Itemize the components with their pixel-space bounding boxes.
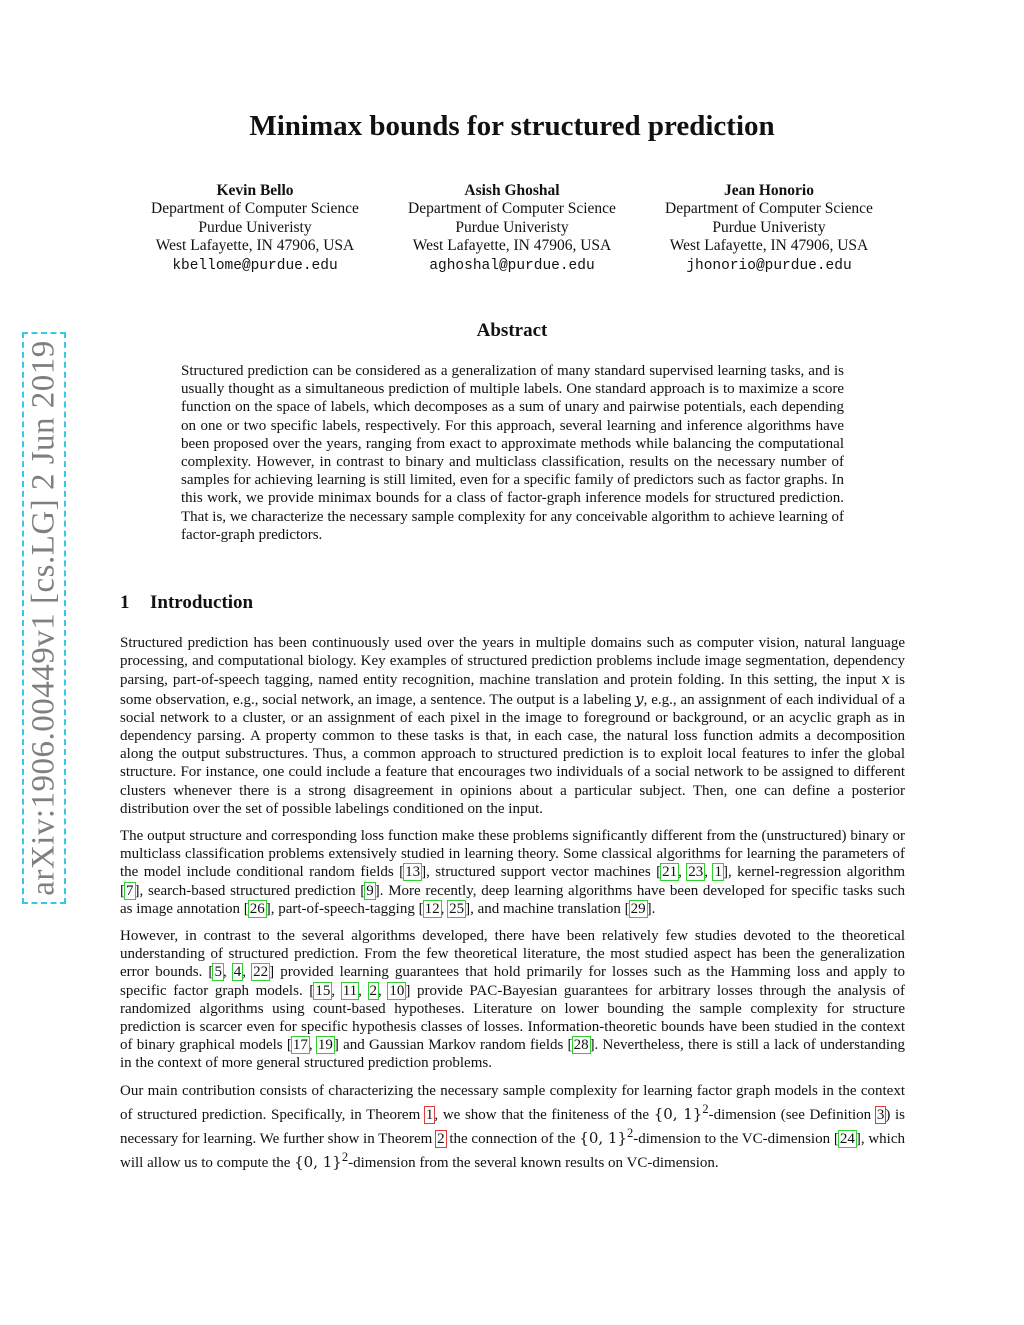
theorem-link[interactable]: 2: [437, 1131, 445, 1148]
citation-link[interactable]: 29: [630, 900, 646, 917]
text: is some observation, e.g., social network, an image, a sentence. The output is a labeling: [120, 672, 905, 708]
author-1: [130, 182, 380, 275]
arxiv-stamp[interactable]: [22, 332, 66, 904]
paragraph-2: The output structure and corresponding loss function make these problems significantly different from the (unstructured) binary or multiclass classification problems extensively studied in learning theory. Some classical algorithms for learning the parameters of the model include conditional random fields [13], structured support vector machines [21, 23, 1], kernel-regression algorithm [7], search-based structured prediction [9]. More recently, deep learning algorithms have been developed for specific tasks such as image annotation [26], part-of-speech-tagging [12, 25], and machine translation [29].: [120, 828, 906, 917]
citation-link[interactable]: 11: [342, 982, 358, 999]
abstract-text: Structured prediction can be considered as a generalization of many standard supervised learning tasks, and is usually thought as a simultaneous prediction of multiple labels. One standard approach is to maximize a score function on the space of labels, which decomposes as a sum of unary and pairwise potentials, each depending on one or two specific labels, respectively. For this approach, several learning and inference algorithms have been proposed over the years, ranging from exact to approximate methods while balancing the computational complexity. However, in contrast to binary and multiclass classification, results on the necessary number of samples for achieving learning is still limited, even for a specific family of predictors such as factor graphs. In this work, we provide minimax bounds for a class of factor-graph inference models for structured prediction. That is, we characterize the necessary sample complexity for any conceivable algorithm to achieve learning of factor-graph predictors.: [181, 363, 844, 543]
text: ] and Gaussian Markov random fields [: [333, 1037, 573, 1054]
citation-link[interactable]: 25: [449, 900, 465, 917]
author-dept: Department of Computer Science: [665, 200, 873, 218]
definition-link[interactable]: 3: [876, 1106, 885, 1123]
section-title: Introduction: [150, 592, 254, 613]
abstract-heading: Abstract: [476, 320, 548, 341]
citation-link[interactable]: 21: [662, 864, 678, 881]
text: ], and machine translation [: [465, 900, 630, 917]
text: -dimension from the several known results on VC-dimension.: [348, 1155, 719, 1172]
math-sup: 2: [702, 1101, 709, 1116]
text: -dimension to the VC-dimension [: [633, 1131, 839, 1148]
text: the connection of the: [445, 1131, 580, 1148]
citation-link[interactable]: 2: [369, 982, 378, 999]
author-name: Kevin Bello: [216, 182, 294, 199]
author-address: West Lafayette, IN 47906, USA: [669, 237, 869, 255]
arxiv-id: arXiv:1906.00449v1 [cs.LG] 2 Jun 2019: [25, 340, 62, 896]
section-number: 1: [120, 592, 130, 613]
math-set: {0, 1}: [579, 1129, 628, 1148]
author-name: Jean Honorio: [724, 182, 814, 199]
author-address: West Lafayette, IN 47906, USA: [412, 237, 612, 255]
author-email[interactable]: aghoshal@purdue.edu: [429, 257, 595, 274]
text: ) is necessary for learning. We further show in Theorem: [120, 1106, 905, 1148]
math-sup: 2: [341, 1150, 349, 1165]
paragraph-3: However, in contrast to the several algorithms developed, there have been relatively few studies devoted to the theoretical understanding of structured prediction. From the few theoretical literature, the most studied aspect has been the generalization error bounds. [5, 4, 22] provided learning guarantees that hold primarily for losses such as the Hamming loss and apply to specific factor graph models. [15, 11, 2, 10] provide PAC-Bayesian guarantees for arbitrary losses through the analysis of randomized algorithms using count-based hypotheses. Literature on lower bounding the sample complexity for structure prediction is scarcer even for specific hypothesis classes of losses. Information-theoretic bounds have been studied in the context of binary graphical models [17, 19] and Gaussian Markov random fields [28]. Nevertheless, there is still a lack of understanding in the context of more general structured prediction problems.: [120, 928, 906, 1072]
author-univ: Purdue Univeristy: [198, 218, 312, 236]
text: ] provided learning guarantees that hold primarily for losses such as the Hamming loss and apply to specific factor graph models. [: [120, 964, 906, 999]
citation-link[interactable]: 1: [714, 864, 722, 881]
citation-link[interactable]: 10: [389, 982, 405, 999]
math-set: {0, 1}: [653, 1104, 703, 1123]
text: Structured prediction has been continuously used over the years in multiple domains such as computer vision, natural language processing, and computational biology. Key examples of structured prediction problems include image segmentation, dependency parsing, part-of-speech tagging, named entity recognition, machine translation and protein folding. In this setting, the input: [120, 635, 905, 689]
citation-link[interactable]: 12: [424, 900, 440, 917]
author-univ: Purdue Univeristy: [455, 218, 569, 236]
author-univ: Purdue Univeristy: [712, 218, 826, 236]
author-address: West Lafayette, IN 47906, USA: [155, 237, 355, 255]
author-2: [387, 182, 637, 275]
citation-link[interactable]: 24: [839, 1131, 855, 1148]
citation-link[interactable]: 23: [688, 864, 704, 881]
text: ], which will allow us to compute the: [120, 1131, 905, 1172]
section-body: [120, 634, 905, 1181]
citation-link[interactable]: 13: [405, 864, 421, 881]
author-name: Asish Ghoshal: [464, 182, 560, 199]
paper-title: Minimax bounds for structured prediction: [249, 110, 775, 142]
text: ] provide PAC-Bayesian guarantees for arbitrary losses through the analysis of randomized algorithms using count-based hypotheses. Literature on lower bounding the sample complexity for structure prediction is scarcer even for specific hypothesis classes of losses. Information-theoretic bounds have been studied in the context of binary graphical models [: [120, 982, 906, 1054]
math-x: x: [881, 670, 891, 689]
author-dept: Department of Computer Science: [408, 200, 616, 218]
text: ]. Nevertheless, there is still a lack of understanding in the context of more general structured prediction problems.: [120, 1037, 906, 1072]
author-3: [644, 182, 894, 275]
citation-link[interactable]: 15: [315, 982, 331, 999]
math-set: {0, 1}: [294, 1153, 342, 1172]
math-y: y: [635, 689, 644, 708]
citation-link[interactable]: 5: [214, 964, 222, 981]
citation-link[interactable]: 17: [292, 1037, 308, 1054]
citation-link[interactable]: 4: [233, 964, 242, 981]
theorem-link[interactable]: 1: [425, 1106, 434, 1123]
citation-link[interactable]: 9: [366, 882, 374, 899]
author-dept: Department of Computer Science: [151, 200, 359, 218]
text: ], structured support vector machines [: [421, 864, 662, 881]
citation-link[interactable]: 19: [317, 1037, 333, 1054]
citation-link[interactable]: 26: [249, 900, 265, 917]
citation-link[interactable]: 22: [253, 964, 269, 981]
paragraph-1: [120, 634, 905, 818]
citation-link[interactable]: 28: [573, 1037, 589, 1054]
text: ], kernel-regression algorithm [: [120, 864, 906, 899]
paragraph-4: [120, 1082, 905, 1173]
author-email[interactable]: kbellome@purdue.edu: [172, 257, 338, 274]
text: However, in contrast to the several algorithms developed, there have been relatively few studies devoted to the theoretical understanding of structured prediction. From the few theoretical literature, the most studied aspect has been the generalization error bounds. [: [120, 928, 905, 981]
citation-link[interactable]: 7: [126, 882, 134, 899]
text: ], search-based structured prediction [: [134, 882, 366, 899]
text: The output structure and corresponding loss function make these problems significantly different from the (unstructured) binary or multiclass classification problems extensively studied in learning theory. Some classical algorithms for learning the parameters of the model include conditional random fields [: [120, 828, 905, 881]
text: ], part-of-speech-tagging [: [265, 900, 424, 917]
text: ]. More recently, deep learning algorithms have been developed for specific tasks such as image annotation [: [120, 882, 905, 917]
author-block: [130, 182, 894, 275]
text: -dimension (see Definition: [708, 1106, 876, 1123]
text: , e.g., an assignment of each individual of a social network to a cluster, or an assignment of each pixel in the image to foreground or background, or an acyclic graph as in dependency parsing. A property common to these tasks is that, in each case, the natural loss function admits a decomposition along the output substructures. Thus, a common approach to structured prediction is to exploit local features to infer the global structure. For instance, one could include a feature that encourages two individuals of a social network to be assigned to different clusters whenever there is a strong disagreement in opinions about a particular subject. Then, one can define a posterior distribution over the set of possible labelings conditioned on the input.: [120, 691, 905, 817]
section-heading: [120, 592, 253, 614]
text: ].: [646, 900, 656, 917]
author-email[interactable]: jhonorio@purdue.edu: [686, 257, 852, 274]
text: Our main contribution consists of characterizing the necessary sample complexity for learning factor graph models in the context of structured prediction. Specifically, in Theorem: [120, 1082, 905, 1123]
text: , we show that the finiteness of the: [434, 1106, 654, 1123]
math-sup: 2: [627, 1126, 634, 1141]
